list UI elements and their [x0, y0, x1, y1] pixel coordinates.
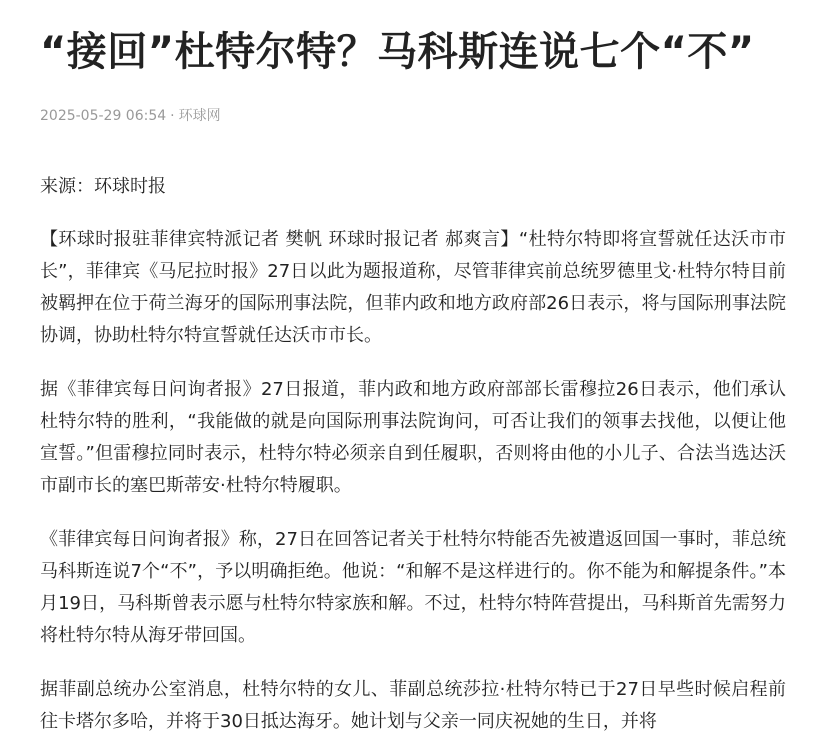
paragraph-1: 【环球时报驻菲律宾特派记者 樊帆 环球时报记者 郝爽言】“杜特尔特即将宣誓就任达沃市市长”，菲律宾《马尼拉时报》27日以此为题报道称，尽管菲律宾前总统罗德里戈·杜特尔特目前被羁押在位于荷兰海牙的国际刑事法院，但菲内政和地方政府部26日表示，将与国际刑事法院协调，协助杜特尔特宣誓就任达沃市市长。	[40, 229, 786, 346]
paragraph-3: 《菲律宾每日问询者报》称，27日在回答记者关于杜特尔特能否先被遣返回国一事时，菲总统马科斯连说7个“不”，予以明确拒绝。他说：“和解不是这样进行的。你不能为和解提条件。”本月19日，马科斯曾表示愿与杜特尔特家族和解。不过，杜特尔特阵营提出，马科斯首先需努力将杜特尔特从海牙带回国。	[40, 529, 786, 646]
publish-datetime: 2025-05-29 06:54	[40, 108, 167, 124]
paragraph-4: 据菲副总统办公室消息，杜特尔特的女儿、菲副总统莎拉·杜特尔特已于27日早些时候启程前往卡塔尔多哈，并将于30日抵达海牙。她计划与父亲一同庆祝她的生日，并将	[40, 679, 786, 732]
meta-separator: ·	[170, 108, 175, 124]
article	[40, 0, 786, 738]
article-title: “接回”杜特尔特？马科斯连说七个“不”	[40, 29, 755, 75]
outlet-name: 环球网	[178, 108, 221, 124]
article-meta	[40, 106, 786, 126]
source-line: 来源：环球时报	[40, 176, 166, 197]
paragraph-2: 据《菲律宾每日问询者报》27日报道，菲内政和地方政府部部长雷穆拉26日表示，他们承认杜特尔特的胜利，“我能做的就是向国际刑事法院询问，可否让我们的领事去找他，以便让他宣誓。”但雷穆拉同时表示，杜特尔特必须亲自到任履职，否则将由他的小儿子、合法当选达沃市副市长的塞巴斯蒂安·杜特尔特履职。	[40, 379, 786, 496]
